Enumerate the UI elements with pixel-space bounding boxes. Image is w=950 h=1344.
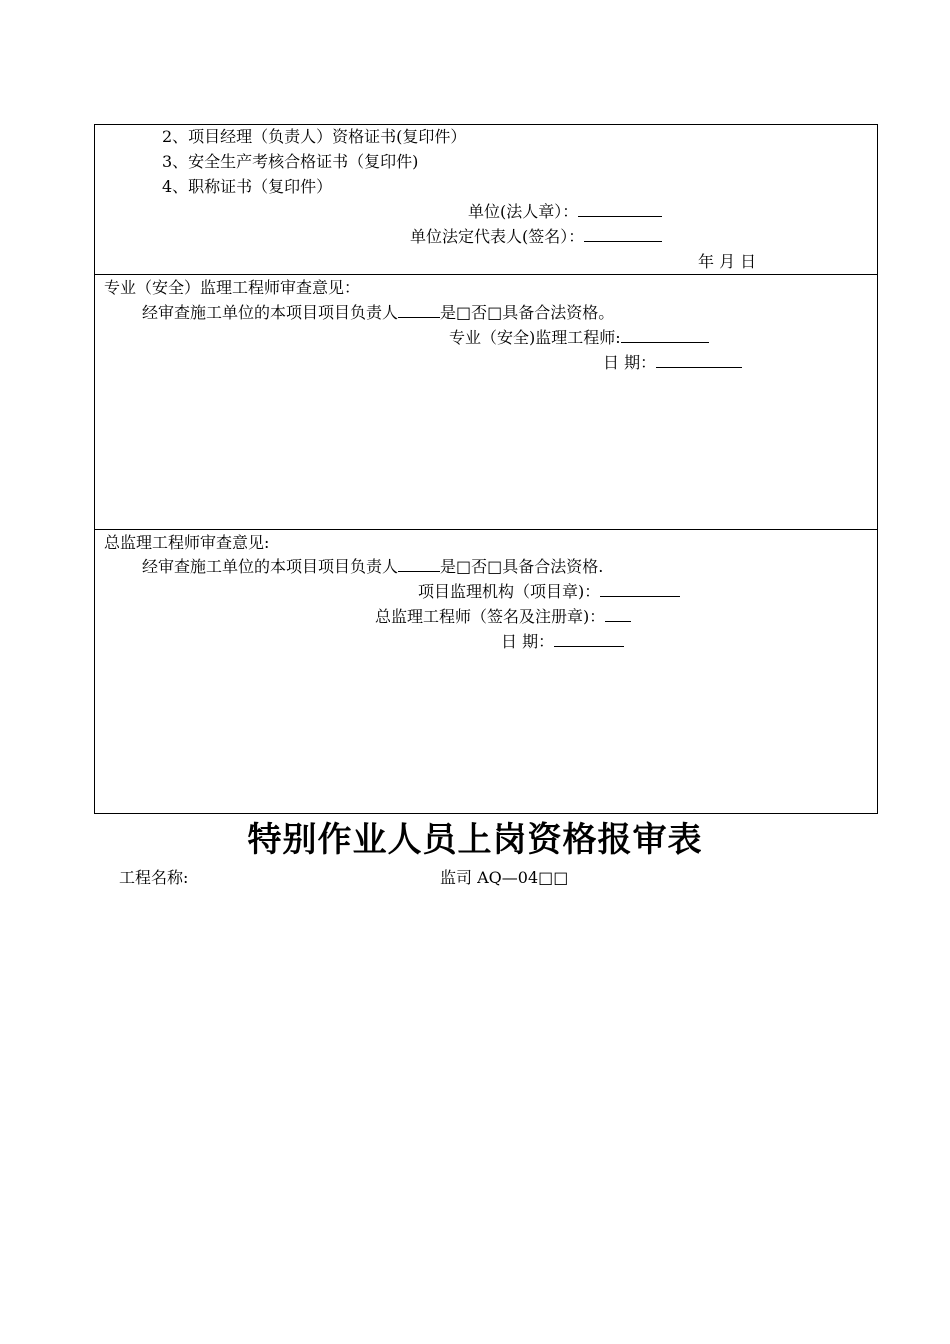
supervision-org-blank[interactable] <box>600 582 680 597</box>
unit-seal-blank[interactable] <box>578 202 662 217</box>
manager-name-blank[interactable] <box>398 557 440 572</box>
legal-rep-blank[interactable] <box>584 227 662 242</box>
chief-engineer-label: 总监理工程师（签名及注册章)： <box>375 607 606 626</box>
unit-seal-line <box>468 202 662 222</box>
specialist-engineer-blank[interactable] <box>621 328 709 343</box>
document-item: 2、项目经理（负责人）资格证书(复印件） <box>162 127 467 146</box>
legal-rep-label: 单位法定代表人(签名）： <box>410 227 585 246</box>
statement-suffix: 是□否□具备合法资格. <box>440 557 604 576</box>
statement-prefix: 经审查施工单位的本项目项目负责人 <box>142 303 399 322</box>
legal-rep-line <box>410 227 662 247</box>
chief-date-blank[interactable] <box>554 632 624 647</box>
form-title: 特别作业人员上岗资格报审表 <box>247 820 703 860</box>
document-item: 4、职称证书（复印件） <box>162 177 333 196</box>
supervision-org-line <box>418 582 680 602</box>
specialist-date-blank[interactable] <box>656 353 742 368</box>
date-label: 年 月 日 <box>698 252 757 271</box>
document-item: 3、安全生产考核合格证书（复印件) <box>162 152 419 171</box>
specialist-date-label: 日 期： <box>603 353 657 372</box>
supervision-org-label: 项目监理机构（项目章)： <box>418 582 601 601</box>
specialist-engineer-label: 专业（安全)监理工程师: <box>449 328 621 347</box>
unit-seal-label: 单位(法人章）： <box>468 202 579 221</box>
specialist-date-line <box>603 353 742 373</box>
form-code: 监司 AQ—04□□ <box>440 868 569 887</box>
chief-date-line <box>501 632 624 652</box>
chief-engineer-blank[interactable] <box>605 607 631 622</box>
manager-name-blank[interactable] <box>398 303 440 318</box>
specialist-heading: 专业（安全）监理工程师审查意见： <box>104 278 361 297</box>
statement-prefix: 经审查施工单位的本项目项目负责人 <box>142 557 399 576</box>
chief-date-label: 日 期： <box>501 632 555 651</box>
chief-engineer-line <box>375 607 631 627</box>
project-name-label: 工程名称: <box>119 868 189 887</box>
specialist-statement <box>142 303 614 323</box>
chief-heading: 总监理工程师审查意见: <box>104 533 270 552</box>
chief-statement <box>142 557 603 577</box>
specialist-engineer-line <box>449 328 709 348</box>
statement-suffix: 是□否□具备合法资格。 <box>440 303 615 322</box>
